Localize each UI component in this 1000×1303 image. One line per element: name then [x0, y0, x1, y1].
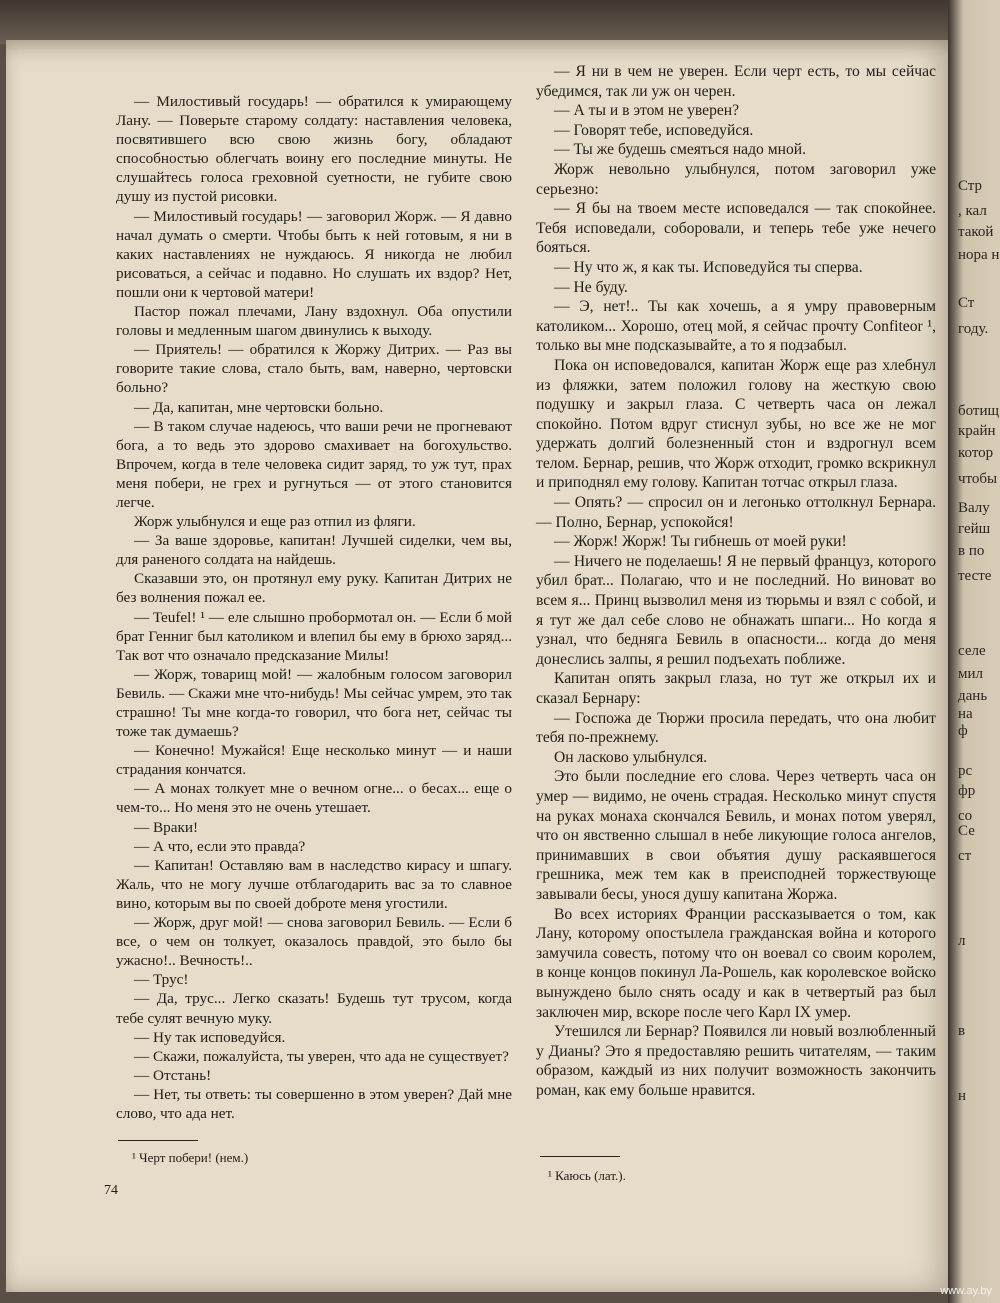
left-paragraph: — Жорж, друг мой! — снова заговорил Бевиль. — Если б все, о чем он толкует, оказалось правдой, это было бы ужасно!.. Вечность!..: [116, 914, 512, 970]
adjacent-page-fragment: нора н: [958, 247, 1000, 263]
adjacent-page-fragment: л: [958, 933, 966, 949]
adjacent-page-fragment: селе: [958, 643, 986, 659]
right-paragraph: Во всех историях Франции рассказывается о том, как Лану, которому опостылела гражданская война и которого замучила совесть, потому что он воевал со своим королем, в конце концов покинул Ла-Рошель, как королевское войско вынуждено было снять осаду и как в четвертый раз был заключен мир, вскоре после чего Карл IX умер.: [536, 905, 936, 1021]
adjacent-page-fragment: такой: [958, 224, 994, 240]
footnote-rule-left: [118, 1140, 198, 1141]
left-paragraph: — Да, капитан, мне чертовски больно.: [134, 398, 384, 416]
right-paragraph: — Ты же будешь смеяться надо мной.: [554, 141, 806, 159]
right-paragraph: — Говорят тебе, исповедуйся.: [554, 121, 754, 139]
adjacent-page-fragment: в: [958, 1023, 966, 1039]
left-paragraph: — Нет, ты ответь: ты совершенно в этом уверен? Дай мне слово, что ада нет.: [116, 1085, 512, 1122]
adjacent-page-fragment: ф: [958, 723, 968, 739]
adjacent-page-fragment: рс: [958, 763, 973, 779]
right-paragraph: — Я бы на твоем месте исповедался — так спокойнее. Тебя исповедали, соборовали, и теперь тебе уже нечего бояться.: [536, 200, 936, 257]
left-paragraph: — Трус!: [134, 971, 189, 989]
left-paragraph: — Жорж, товарищ мой! — жалобным голосом заговорил Бевиль. — Скажи мне что-нибудь! Мы сейчас умрем, это так страшно! Ты мне когда-то говорил, что бога нет, сейчас ты тоже так думаешь?: [116, 665, 512, 741]
left-paragraph: — Скажи, пожалуйста, ты уверен, что ада не существует?: [134, 1047, 509, 1065]
right-paragraph: — Ну что ж, я как ты. Исповедуйся ты сперва.: [554, 258, 863, 276]
right-text-column: [536, 62, 936, 1100]
page-number: 74: [104, 1183, 118, 1198]
adjacent-page-fragment: Ст: [958, 295, 975, 311]
left-paragraph: — Ну так исповедуйся.: [134, 1028, 286, 1046]
left-paragraph: — В таком случае надеюсь, что ваши речи не прогневают бога, а то ведь это здорово смахивает на богохульство. Впрочем, когда в теле человека сидит заряд, то уж тут, прах меня побери, не грех и ругнуться — от этого становится легче.: [116, 417, 512, 511]
right-paragraph: — Не буду.: [554, 278, 628, 296]
adjacent-page-fragment: Се: [958, 823, 975, 839]
left-text-column: [116, 92, 512, 1123]
adjacent-page-edge: [948, 0, 1000, 1303]
adjacent-page-fragment: мил: [958, 666, 984, 682]
adjacent-page-fragment: дань: [958, 688, 988, 704]
right-paragraph: Жорж невольно улыбнулся, потом заговорил уже серьезно:: [536, 160, 936, 198]
right-paragraph: — Ничего не поделаешь! Я не первый француз, которого убил брат... Полагаю, что и не последний. Но виноват во всем я... Принц вызволил меня из тюрьмы и взял с собой, и я тут же дал себе слово не обнажать шпаги... Но когда я узнал, что бедняга Бевиль в опасности... когда до меня донеслись залпы, я решил подъехать поближе.: [536, 552, 936, 668]
adjacent-page-fragment: Валу: [958, 500, 990, 516]
adjacent-page-fragment: тесте: [958, 568, 992, 584]
left-paragraph: — Отстань!: [134, 1066, 212, 1084]
right-paragraph: — Жорж! Жорж! Ты гибнешь от моей руки!: [554, 533, 847, 551]
right-paragraph: Пока он исповедовался, капитан Жорж еще раз хлебнул из фляжки, затем положил голову на жесткую свою подушку и закрыл глаза. С четверть часа он лежал спокойно. Потом вдруг стиснул зубы, но все же не мог удержать долгий болезненный стон и вздрогнул всем телом. Бернар, решив, что Жорж отходит, громко вскрикнул и приподнял ему голову. Капитан тотчас открыл глаза.: [536, 356, 936, 492]
adjacent-page-fragment: фр: [958, 783, 976, 799]
footnote-rule-right: [540, 1156, 620, 1157]
adjacent-page-fragment: со: [958, 808, 973, 824]
left-paragraph: Пастор пожал плечами, Лану вздохнул. Оба опустили головы и медленным шагом двинулись к выходу.: [116, 303, 512, 340]
left-paragraph: — Да, трус... Легко сказать! Будешь тут трусом, когда тебе сулят вечную муку.: [116, 990, 512, 1027]
footnote-right: ¹ Каюсь (лат.).: [548, 1168, 626, 1183]
left-paragraph: — За ваше здоровье, капитан! Лучшей сиделки, чем вы, для раненого солдата на найдешь.: [116, 532, 512, 569]
left-paragraph: Сказавши это, он протянул ему руку. Капитан Дитрих не без волнения пожал ее.: [116, 570, 512, 607]
left-paragraph: — Милостивый государь! — заговорил Жорж. — Я давно начал думать о смерти. Чтобы быть к ней готовым, я ни в каких наставлениях не нуждаюсь. Я никогда не любил рисоваться, а сейчас и подавно. Но слушать их вздор? Нет, пошли они к чертовой матери!: [116, 207, 512, 301]
left-paragraph: — Враки!: [134, 818, 199, 836]
left-paragraph: — Милостивый государь! — обратился к умирающему Лану. — Поверьте старому солдату: наставления человека, посвятившего всю свою жизнь богу, обладают способностью облегчать воину его последние минуты. Не слушайтесь голоса греховной суетности, не губите свою душу из пустой рисовки.: [116, 93, 512, 206]
left-paragraph: Жорж улыбнулся и еще раз отпил из фляги.: [134, 513, 416, 531]
left-paragraph: — А что, если это правда?: [134, 837, 306, 855]
right-paragraph: — Опять? — спросил он и легонько оттолкнул Бернара. — Полно, Бернар, успокойся!: [536, 494, 936, 531]
adjacent-page-fragment: котор: [958, 445, 994, 461]
adjacent-page-fragment: чтобы: [958, 471, 998, 487]
adjacent-page-fragment: ст: [958, 848, 972, 864]
right-paragraph: Утешился ли Бернар? Появился ли новый возлюбленный у Дианы? Это я предоставляю решить читателям, — таким образом, каждый из них получит возможность закончить роман, как ему больше нравится.: [536, 1023, 936, 1099]
right-paragraph: — А ты и в этом не уверен?: [554, 102, 740, 120]
adjacent-page-fragment: Стр: [958, 178, 983, 194]
footnote-left: ¹ Черт побери! (нем.): [132, 1150, 249, 1165]
adjacent-page-fragment: ботищ: [958, 403, 1000, 419]
adjacent-page-fragment: году.: [958, 321, 989, 337]
right-paragraph: Это были последние его слова. Через четверть часа он умер — видимо, не очень страдая. Несколько минут спустя на руках монаха скончался Бевиль, и монах потом уверял, что он явственно слышал в небе ликующие голоса ангелов, принимавших в свои объятия душу раскаявшегося грешника, меж тем как в преисподней торжествующе завывали бесы, унося душу капитана Жоржа.: [536, 768, 936, 903]
left-paragraph: — А монах толкует мне о вечном огне... о бесах... еще о чем-то... Но меня это не очень утешает.: [116, 780, 512, 817]
watermark: www.ay.by: [940, 1285, 992, 1297]
right-paragraph: Он ласково улыбнулся.: [554, 748, 708, 766]
adjacent-page-fragment: в по: [958, 543, 985, 559]
left-paragraph: — Teufel! ¹ — еле слышно пробормотал он. — Если б мой брат Генниг был католиком и влепил бы ему в брюхо заряд... Так вот что означало предсказание Милы!: [116, 608, 512, 664]
adjacent-page-fragment: крайн: [958, 423, 996, 439]
right-paragraph: Капитан опять закрыл глаза, но тут же открыл их и сказал Бернару:: [536, 670, 936, 707]
background-shadow: [0, 0, 1000, 44]
right-paragraph: — Э, нет!.. Ты как хочешь, а я умру правоверным католиком... Хорошо, отец мой, я сейчас прочту Confiteor ¹, только вы мне подсказывайте, а то я подзабыл.: [536, 298, 936, 355]
right-paragraph: — Я ни в чем не уверен. Если черт есть, то мы сейчас убедимся, так ли уж он черен.: [536, 63, 936, 100]
adjacent-page-fragment: , кал: [958, 203, 987, 219]
left-paragraph: — Приятель! — обратился к Жоржу Дитрих. — Раз вы говорите такие слова, стало быть, вам, наверно, чертовски больно?: [116, 341, 512, 397]
adjacent-page-fragment: на: [958, 706, 973, 722]
adjacent-page-fragment: гейш: [958, 521, 991, 537]
left-paragraph: — Конечно! Мужайся! Еще несколько минут — и наши страдания кончатся.: [116, 742, 512, 779]
right-paragraph: — Госпожа де Тюржи просила передать, что она любит тебя по-прежнему.: [536, 709, 936, 747]
adjacent-page-fragment: н: [958, 1088, 967, 1104]
left-paragraph: — Капитан! Оставляю вам в наследство кирасу и шпагу. Жаль, что не могу лучше отблагодарить вас за то славное вино, которым вы по своей доброте меня угостили.: [116, 856, 512, 912]
